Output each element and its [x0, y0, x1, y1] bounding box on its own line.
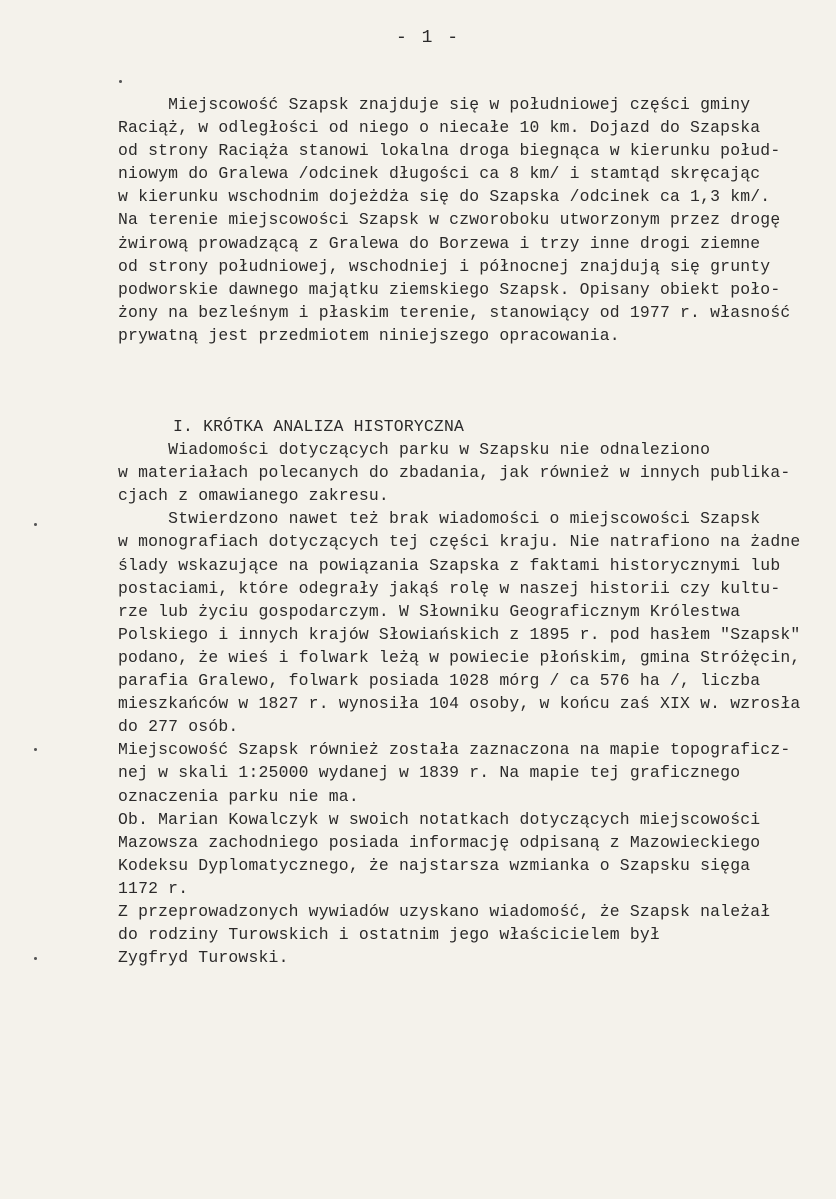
- text-line: w materiałach polecanych do zbadania, jak również w innych publika-: [118, 463, 791, 483]
- text-line: nej w skali 1:25000 wydanej w 1839 r. Na mapie tej graficznego: [118, 763, 741, 783]
- text-line: żwirową prowadzącą z Gralewa do Borzewa i trzy inne drogi ziemne: [118, 233, 761, 253]
- text-line: Na terenie miejscowości Szapsk w czworoboku utworzonym przez drogę: [118, 210, 781, 230]
- text-line: Miejscowość Szapsk znajduje się w południowej części gminy: [118, 95, 751, 114]
- historical-analysis-section: [118, 415, 818, 969]
- text-line: Mazowsza zachodniego posiada informację odpisaną z Mazowieckiego: [118, 832, 761, 852]
- text-line: rze lub życiu gospodarczym. W Słowniku Geograficznym Królestwa: [118, 601, 741, 621]
- text-line: Kodeksu Dyplomatycznego, że najstarsza wzmianka o Szapsku sięga: [118, 855, 751, 875]
- text-line: podworskie dawnego majątku ziemskiego Szapsk. Opisany obiekt poło-: [118, 279, 781, 299]
- page-number: - 1 -: [395, 28, 460, 48]
- text-line: mieszkańców w 1827 r. wynosiła 104 osoby, w końcu zaś XIX w. wzrosła: [118, 694, 801, 714]
- text-line: Miejscowość Szapsk również została zaznaczona na mapie topograficz-: [118, 740, 791, 760]
- text-line: w kierunku wschodnim dojeżdża się do Szapska /odcinek ca 1,3 km/.: [118, 187, 771, 207]
- text-line: żony na bezleśnym i płaskim terenie, stanowiący od 1977 r. własność: [118, 302, 791, 322]
- text-line: Zygfryd Turowski.: [118, 948, 289, 968]
- intro-paragraph: [118, 93, 818, 347]
- text-line: Polskiego i innych krajów Słowiańskich z 1895 r. pod hasłem "Szapsk": [118, 624, 801, 644]
- section-heading: I. KRÓTKA ANALIZA HISTORYCZNA: [173, 417, 465, 436]
- text-line: podano, że wieś i folwark leżą w powiecie płońskim, gmina Stróżęcin,: [118, 647, 801, 667]
- paper-speck: [34, 748, 37, 751]
- text-line: parafia Gralewo, folwark posiada 1028 mórg / ca 576 ha /, liczba: [118, 671, 761, 691]
- text-line: od strony Raciąża stanowi lokalna droga biegnąca w kierunku połud-: [118, 141, 781, 161]
- text-line: postaciami, które odegrały jakąś rolę w naszej historii czy kultu-: [118, 578, 781, 598]
- text-line: 1172 r.: [118, 878, 189, 898]
- text-line: Z przeprowadzonych wywiadów uzyskano wiadomość, że Szapsk należał: [118, 901, 771, 921]
- text-line: ślady wskazujące na powiązania Szapska z faktami historycznymi lub: [118, 555, 781, 575]
- text-line: od strony południowej, wschodniej i północnej znajdują się grunty: [118, 256, 771, 276]
- paper-speck: [34, 957, 37, 960]
- text-line: cjach z omawianego zakresu.: [118, 486, 389, 506]
- paper-speck: [34, 523, 37, 526]
- text-line: Wiadomości dotyczących parku w Szapsku nie odnaleziono: [118, 440, 711, 460]
- text-line: oznaczenia parku nie ma.: [118, 786, 359, 806]
- text-line: Ob. Marian Kowalczyk w swoich notatkach dotyczących miejscowości: [118, 809, 761, 829]
- text-line: do rodziny Turowskich i ostatnim jego właścicielem był: [118, 925, 660, 945]
- text-line: do 277 osób.: [118, 717, 239, 737]
- paper-speck: [119, 80, 122, 83]
- text-line: prywatną jest przedmiotem niniejszego opracowania.: [118, 325, 620, 345]
- text-line: niowym do Gralewa /odcinek długości ca 8 km/ i stamtąd skręcając: [118, 164, 761, 184]
- text-line: Stwierdzono nawet też brak wiadomości o miejscowości Szapsk: [118, 509, 761, 529]
- text-line: Raciąż, w odległości od niego o niecałe 10 km. Dojazd do Szapska: [118, 118, 761, 138]
- text-line: w monografiach dotyczących tej części kraju. Nie natrafiono na żadne: [118, 532, 801, 552]
